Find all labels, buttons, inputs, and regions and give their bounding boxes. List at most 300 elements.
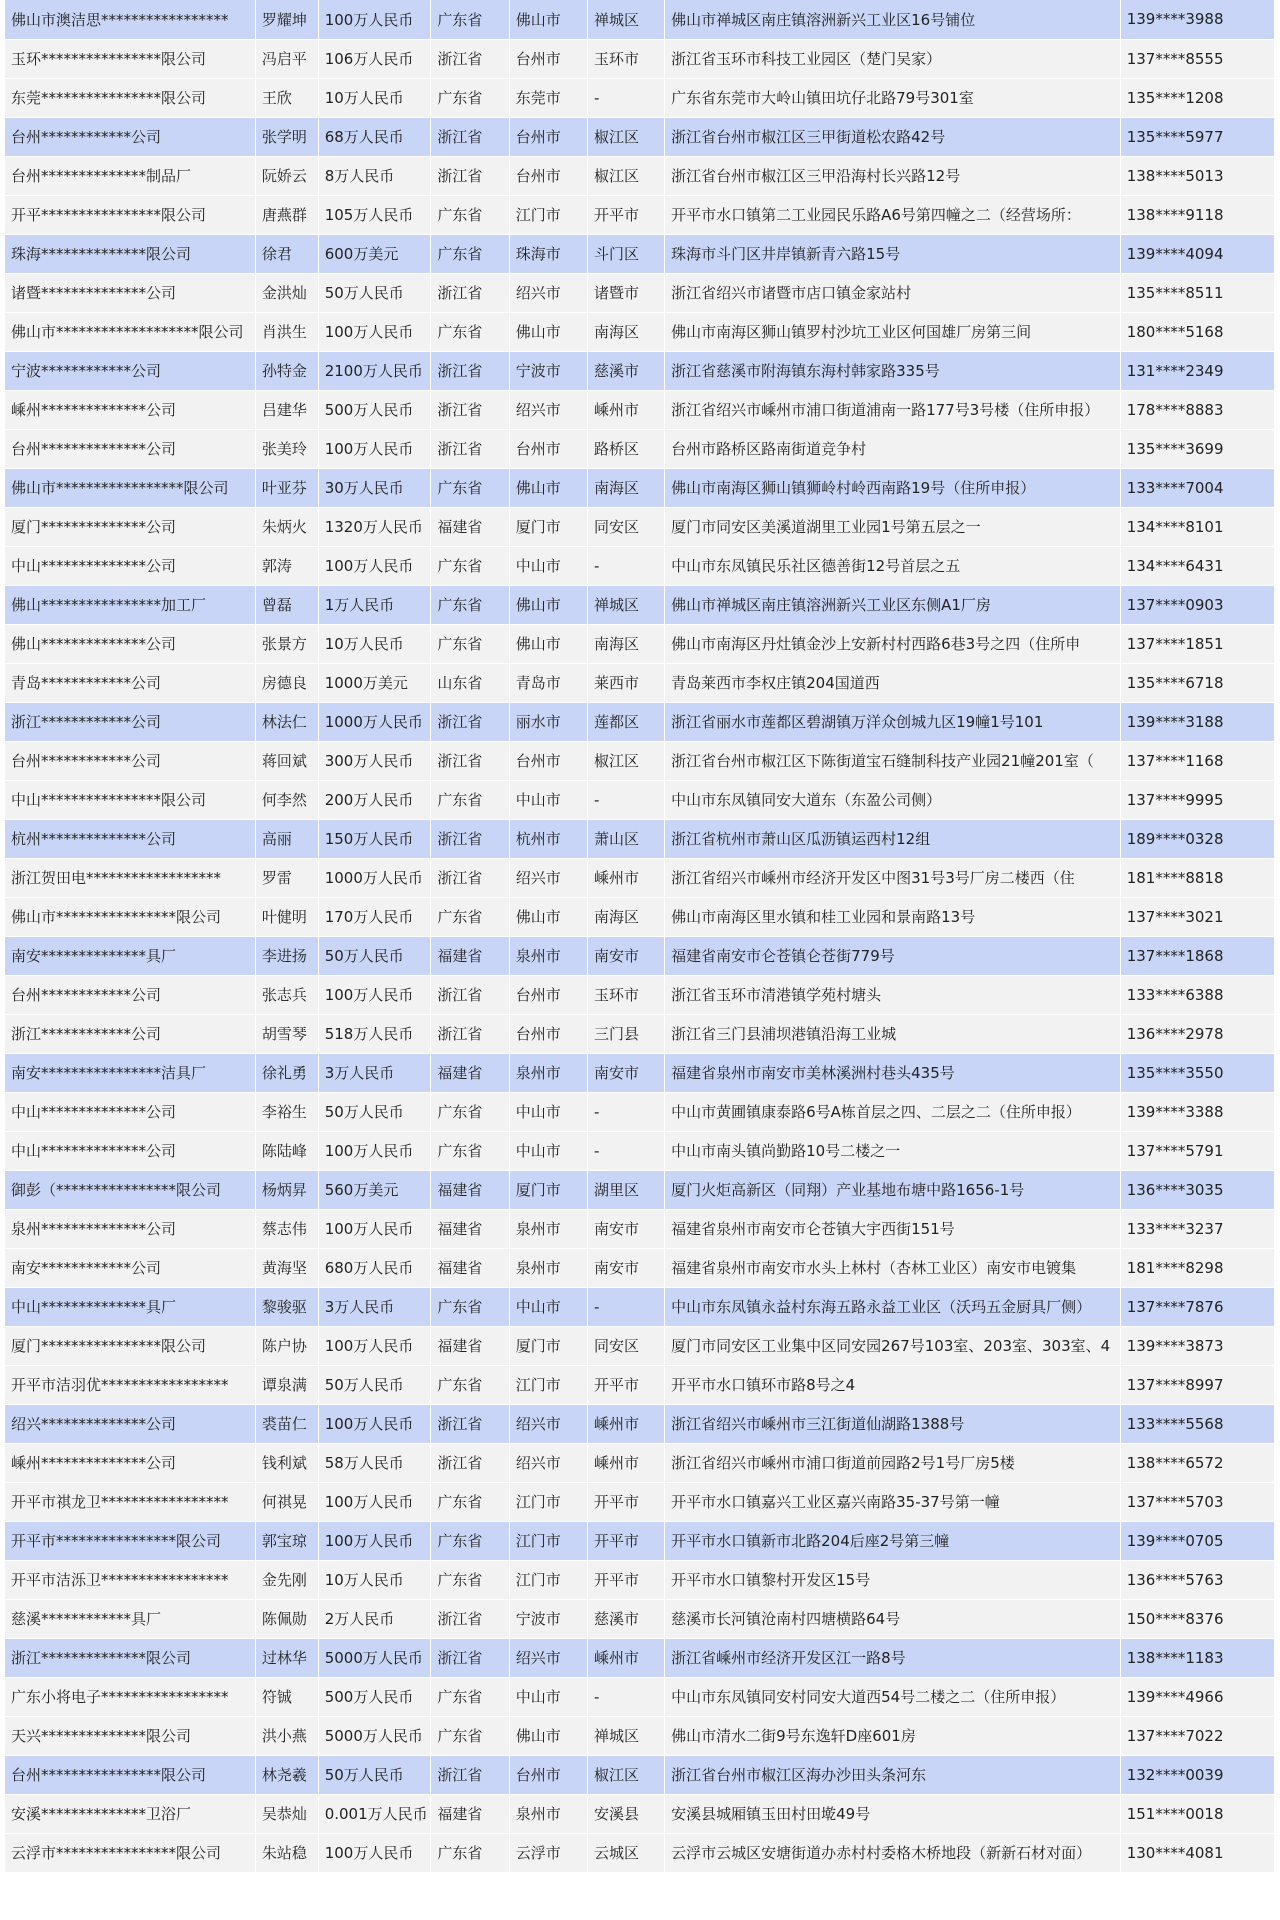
cell-district: 云城区 [588,1833,665,1872]
cell-person: 罗雷 [255,858,318,897]
cell-capital: 1000万美元 [318,663,431,702]
cell-phone: 137****5703 [1120,1482,1274,1521]
cell-person: 钱利斌 [255,1443,318,1482]
cell-district: 禅城区 [588,585,665,624]
cell-address: 青岛莱西市李权庄镇204国道西 [665,663,1121,702]
cell-phone: 137****7876 [1120,1287,1274,1326]
table-row [5,507,1275,546]
cell-person: 唐燕群 [255,195,318,234]
cell-person: 房德良 [255,663,318,702]
table-row [5,897,1275,936]
cell-company: 东莞****************限公司 [5,78,255,117]
cell-person: 张景方 [255,624,318,663]
cell-district: 开平市 [588,195,665,234]
cell-province: 浙江省 [431,1638,509,1677]
cell-city: 台州市 [509,156,587,195]
cell-district: 开平市 [588,1560,665,1599]
cell-district: 同安区 [588,1326,665,1365]
cell-address: 浙江省绍兴市诸暨市店口镇金家站村 [665,273,1121,312]
cell-company: 佛山市****************限公司 [5,897,255,936]
cell-city: 泉州市 [509,936,587,975]
cell-province: 福建省 [431,1170,509,1209]
table-row [5,1443,1275,1482]
cell-company: 珠海**************限公司 [5,234,255,273]
cell-address: 云浮市云城区安塘街道办赤村村委格木桥地段（新新石材对面） [665,1833,1121,1872]
cell-province: 广东省 [431,1131,509,1170]
cell-district: - [588,78,665,117]
cell-person: 李裕生 [255,1092,318,1131]
cell-province: 浙江省 [431,351,509,390]
cell-phone: 137****9995 [1120,780,1274,819]
cell-company: 御彭（****************限公司 [5,1170,255,1209]
company-records-table [5,0,1275,1873]
cell-company: 浙江贺田电****************** [5,858,255,897]
cell-company: 青岛************公司 [5,663,255,702]
cell-company: 佛山****************加工厂 [5,585,255,624]
cell-company: 浙江**************限公司 [5,1638,255,1677]
cell-phone: 133****6388 [1120,975,1274,1014]
cell-city: 泉州市 [509,1053,587,1092]
table-row [5,1677,1275,1716]
cell-city: 台州市 [509,429,587,468]
cell-capital: 680万人民币 [318,1248,431,1287]
table-row [5,1209,1275,1248]
cell-province: 福建省 [431,507,509,546]
cell-city: 丽水市 [509,702,587,741]
cell-phone: 181****8298 [1120,1248,1274,1287]
cell-province: 广东省 [431,1560,509,1599]
cell-phone: 136****5763 [1120,1560,1274,1599]
cell-capital: 30万人民币 [318,468,431,507]
cell-phone: 138****1183 [1120,1638,1274,1677]
cell-address: 福建省泉州市南安市美林溪洲村巷头435号 [665,1053,1121,1092]
cell-company: 天兴**************限公司 [5,1716,255,1755]
cell-phone: 137****8555 [1120,39,1274,78]
cell-company: 台州************公司 [5,741,255,780]
cell-district: 嵊州市 [588,390,665,429]
cell-capital: 50万人民币 [318,1755,431,1794]
cell-province: 广东省 [431,897,509,936]
cell-district: 莲都区 [588,702,665,741]
table-row [5,195,1275,234]
cell-district: 玉环市 [588,39,665,78]
cell-address: 福建省泉州市南安市水头上林村（杏林工业区）南安市电镀集 [665,1248,1121,1287]
cell-company: 慈溪************具厂 [5,1599,255,1638]
table-row [5,936,1275,975]
cell-person: 曾磊 [255,585,318,624]
table-row [5,546,1275,585]
cell-company: 佛山市*****************限公司 [5,468,255,507]
cell-phone: 137****1851 [1120,624,1274,663]
cell-city: 江门市 [509,195,587,234]
cell-phone: 137****1168 [1120,741,1274,780]
cell-province: 广东省 [431,1677,509,1716]
cell-phone: 151****0018 [1120,1794,1274,1833]
cell-address: 浙江省台州市椒江区三甲街道松农路42号 [665,117,1121,156]
cell-city: 青岛市 [509,663,587,702]
table-row [5,1755,1275,1794]
cell-phone: 139****0705 [1120,1521,1274,1560]
cell-address: 安溪县城厢镇玉田村田墘49号 [665,1794,1121,1833]
cell-city: 泉州市 [509,1248,587,1287]
cell-capital: 3万人民币 [318,1287,431,1326]
cell-person: 郭涛 [255,546,318,585]
cell-district: 萧山区 [588,819,665,858]
cell-capital: 50万人民币 [318,936,431,975]
cell-district: 湖里区 [588,1170,665,1209]
cell-phone: 133****7004 [1120,468,1274,507]
cell-person: 胡雪琴 [255,1014,318,1053]
cell-capital: 3万人民币 [318,1053,431,1092]
cell-city: 杭州市 [509,819,587,858]
cell-address: 福建省南安市仑苍镇仑苍街779号 [665,936,1121,975]
cell-capital: 58万人民币 [318,1443,431,1482]
cell-person: 裘苗仁 [255,1404,318,1443]
cell-province: 广东省 [431,585,509,624]
table-row [5,468,1275,507]
cell-capital: 1320万人民币 [318,507,431,546]
cell-person: 谭泉满 [255,1365,318,1404]
cell-city: 佛山市 [509,624,587,663]
cell-phone: 135****3550 [1120,1053,1274,1092]
cell-company: 中山**************公司 [5,1131,255,1170]
cell-district: 椒江区 [588,117,665,156]
table-row [5,429,1275,468]
cell-capital: 170万人民币 [318,897,431,936]
cell-person: 阮娇云 [255,156,318,195]
cell-person: 过林华 [255,1638,318,1677]
cell-district: 椒江区 [588,1755,665,1794]
cell-province: 浙江省 [431,819,509,858]
cell-phone: 138****9118 [1120,195,1274,234]
cell-province: 浙江省 [431,858,509,897]
cell-province: 浙江省 [431,429,509,468]
cell-district: 嵊州市 [588,1404,665,1443]
cell-city: 佛山市 [509,897,587,936]
cell-company: 浙江************公司 [5,1014,255,1053]
cell-company: 中山****************限公司 [5,780,255,819]
cell-person: 洪小燕 [255,1716,318,1755]
cell-address: 慈溪市长河镇沧南村四塘横路64号 [665,1599,1121,1638]
cell-phone: 139****3873 [1120,1326,1274,1365]
cell-district: 安溪县 [588,1794,665,1833]
cell-province: 广东省 [431,195,509,234]
cell-province: 福建省 [431,1053,509,1092]
table-row [5,1482,1275,1521]
cell-city: 中山市 [509,1287,587,1326]
cell-person: 吕建华 [255,390,318,429]
cell-person: 叶亚芬 [255,468,318,507]
cell-company: 台州************公司 [5,975,255,1014]
cell-province: 广东省 [431,1833,509,1872]
table-row [5,741,1275,780]
cell-city: 台州市 [509,39,587,78]
cell-phone: 137****5791 [1120,1131,1274,1170]
cell-phone: 133****3237 [1120,1209,1274,1248]
table-row [5,624,1275,663]
cell-province: 浙江省 [431,702,509,741]
cell-phone: 133****5568 [1120,1404,1274,1443]
cell-address: 开平市水口镇新市北路204后座2号第三幢 [665,1521,1121,1560]
cell-district: 慈溪市 [588,351,665,390]
cell-city: 台州市 [509,117,587,156]
cell-phone: 137****1868 [1120,936,1274,975]
cell-person: 黄海坚 [255,1248,318,1287]
cell-person: 金先刚 [255,1560,318,1599]
cell-city: 台州市 [509,1755,587,1794]
table-row [5,975,1275,1014]
cell-capital: 50万人民币 [318,273,431,312]
cell-province: 广东省 [431,1521,509,1560]
cell-city: 绍兴市 [509,1404,587,1443]
cell-capital: 100万人民币 [318,1131,431,1170]
cell-company: 开平市祺龙卫***************** [5,1482,255,1521]
cell-address: 佛山市禅城区南庄镇溶洲新兴工业区16号铺位 [665,0,1121,39]
cell-address: 浙江省绍兴市嵊州市三江街道仙湖路1388号 [665,1404,1121,1443]
cell-district: - [588,546,665,585]
cell-province: 浙江省 [431,273,509,312]
cell-company: 开平市****************限公司 [5,1521,255,1560]
cell-address: 浙江省绍兴市嵊州市浦口街道浦南一路177号3号楼（住所申报） [665,390,1121,429]
cell-person: 徐礼勇 [255,1053,318,1092]
table-row [5,819,1275,858]
cell-address: 佛山市南海区丹灶镇金沙上安新村村西路6巷3号之四（住所申 [665,624,1121,663]
cell-phone: 130****4081 [1120,1833,1274,1872]
cell-city: 中山市 [509,1677,587,1716]
cell-company: 南安**************具厂 [5,936,255,975]
cell-city: 佛山市 [509,585,587,624]
cell-company: 开平****************限公司 [5,195,255,234]
cell-city: 佛山市 [509,1716,587,1755]
cell-company: 宁波************公司 [5,351,255,390]
table-row [5,1833,1275,1872]
cell-person: 朱站稳 [255,1833,318,1872]
cell-person: 王欣 [255,78,318,117]
cell-district: 椒江区 [588,156,665,195]
cell-province: 浙江省 [431,741,509,780]
cell-address: 佛山市南海区狮山镇狮岭村岭西南路19号（住所申报） [665,468,1121,507]
cell-phone: 135****5977 [1120,117,1274,156]
cell-phone: 131****2349 [1120,351,1274,390]
cell-person: 叶健明 [255,897,318,936]
cell-province: 福建省 [431,936,509,975]
table-row [5,1404,1275,1443]
cell-person: 张学明 [255,117,318,156]
cell-province: 福建省 [431,1326,509,1365]
cell-district: 南安市 [588,1053,665,1092]
cell-district: 玉环市 [588,975,665,1014]
cell-capital: 500万人民币 [318,1677,431,1716]
cell-address: 佛山市南海区里水镇和桂工业园和景南路13号 [665,897,1121,936]
cell-district: 南海区 [588,897,665,936]
cell-phone: 181****8818 [1120,858,1274,897]
cell-phone: 135****3699 [1120,429,1274,468]
cell-company: 台州************公司 [5,117,255,156]
table-row [5,1287,1275,1326]
cell-address: 中山市东凤镇同安村同安大道西54号二楼之二（住所申报） [665,1677,1121,1716]
cell-person: 冯启平 [255,39,318,78]
cell-address: 浙江省嵊州市经济开发区江一路8号 [665,1638,1121,1677]
cell-province: 浙江省 [431,1755,509,1794]
cell-company: 杭州**************公司 [5,819,255,858]
cell-capital: 100万人民币 [318,429,431,468]
cell-address: 浙江省绍兴市嵊州市经济开发区中图31号3号厂房二楼西（住 [665,858,1121,897]
table-row [5,1716,1275,1755]
cell-person: 何祺晃 [255,1482,318,1521]
cell-company: 南安****************洁具厂 [5,1053,255,1092]
table-row [5,1560,1275,1599]
cell-phone: 136****2978 [1120,1014,1274,1053]
cell-company: 台州****************限公司 [5,1755,255,1794]
cell-capital: 200万人民币 [318,780,431,819]
cell-address: 开平市水口镇黎村开发区15号 [665,1560,1121,1599]
cell-city: 绍兴市 [509,273,587,312]
cell-company: 佛山市澳洁思***************** [5,0,255,39]
cell-province: 广东省 [431,312,509,351]
cell-capital: 100万人民币 [318,1326,431,1365]
cell-phone: 139****3188 [1120,702,1274,741]
table-row [5,0,1275,39]
cell-province: 浙江省 [431,1599,509,1638]
cell-district: 嵊州市 [588,1638,665,1677]
cell-phone: 135****8511 [1120,273,1274,312]
cell-company: 厦门****************限公司 [5,1326,255,1365]
cell-address: 浙江省玉环市科技工业园区（楚门吴家） [665,39,1121,78]
table-body [5,0,1275,1872]
table-row [5,1092,1275,1131]
cell-capital: 50万人民币 [318,1092,431,1131]
cell-city: 厦门市 [509,507,587,546]
cell-capital: 150万人民币 [318,819,431,858]
table-row [5,78,1275,117]
cell-phone: 134****6431 [1120,546,1274,585]
cell-province: 福建省 [431,1209,509,1248]
cell-address: 厦门市同安区美溪道湖里工业园1号第五层之一 [665,507,1121,546]
cell-province: 广东省 [431,468,509,507]
cell-city: 东莞市 [509,78,587,117]
cell-address: 开平市水口镇环市路8号之4 [665,1365,1121,1404]
cell-company: 开平市洁泺卫***************** [5,1560,255,1599]
cell-person: 张美玲 [255,429,318,468]
cell-city: 江门市 [509,1521,587,1560]
cell-district: 南海区 [588,624,665,663]
cell-city: 泉州市 [509,1209,587,1248]
cell-address: 台州市路桥区路南街道竞争村 [665,429,1121,468]
cell-person: 罗耀坤 [255,0,318,39]
cell-capital: 68万人民币 [318,117,431,156]
table-row [5,1248,1275,1287]
cell-phone: 135****6718 [1120,663,1274,702]
cell-capital: 1000万人民币 [318,702,431,741]
cell-city: 宁波市 [509,1599,587,1638]
cell-province: 浙江省 [431,1443,509,1482]
cell-district: 禅城区 [588,0,665,39]
cell-phone: 135****1208 [1120,78,1274,117]
cell-company: 诸暨**************公司 [5,273,255,312]
table-row [5,702,1275,741]
cell-person: 何李然 [255,780,318,819]
cell-address: 中山市东凤镇永益村东海五路永益工业区（沃玛五金厨具厂侧） [665,1287,1121,1326]
cell-capital: 106万人民币 [318,39,431,78]
cell-province: 浙江省 [431,39,509,78]
cell-address: 浙江省三门县浦坝港镇沿海工业城 [665,1014,1121,1053]
cell-district: 开平市 [588,1521,665,1560]
cell-capital: 0.001万人民币 [318,1794,431,1833]
cell-address: 广东省东莞市大岭山镇田坑仔北路79号301室 [665,78,1121,117]
cell-province: 广东省 [431,1482,509,1521]
cell-province: 福建省 [431,1248,509,1287]
cell-phone: 137****8997 [1120,1365,1274,1404]
cell-district: 南安市 [588,936,665,975]
cell-phone: 132****0039 [1120,1755,1274,1794]
cell-phone: 150****8376 [1120,1599,1274,1638]
cell-city: 绍兴市 [509,390,587,429]
cell-person: 张志兵 [255,975,318,1014]
cell-city: 江门市 [509,1365,587,1404]
cell-city: 绍兴市 [509,1638,587,1677]
cell-capital: 2万人民币 [318,1599,431,1638]
cell-person: 肖洪生 [255,312,318,351]
cell-company: 中山**************具厂 [5,1287,255,1326]
cell-capital: 100万人民币 [318,1404,431,1443]
cell-person: 林尧羲 [255,1755,318,1794]
cell-company: 玉环****************限公司 [5,39,255,78]
table-row [5,39,1275,78]
cell-address: 浙江省杭州市萧山区瓜沥镇运西村12组 [665,819,1121,858]
table-row [5,273,1275,312]
cell-province: 广东省 [431,1716,509,1755]
cell-city: 江门市 [509,1482,587,1521]
cell-district: 南安市 [588,1248,665,1287]
table-row [5,1365,1275,1404]
cell-company: 云浮市****************限公司 [5,1833,255,1872]
cell-company: 佛山**************公司 [5,624,255,663]
cell-company: 佛山市*******************限公司 [5,312,255,351]
cell-city: 台州市 [509,741,587,780]
cell-phone: 138****5013 [1120,156,1274,195]
cell-district: 椒江区 [588,741,665,780]
cell-person: 符铖 [255,1677,318,1716]
cell-company: 中山**************公司 [5,546,255,585]
cell-person: 黎骏驱 [255,1287,318,1326]
cell-province: 广东省 [431,78,509,117]
cell-city: 佛山市 [509,468,587,507]
cell-phone: 139****4966 [1120,1677,1274,1716]
cell-person: 陈陆峰 [255,1131,318,1170]
table-row [5,390,1275,429]
cell-district: 嵊州市 [588,858,665,897]
cell-district: 慈溪市 [588,1599,665,1638]
cell-address: 中山市黄圃镇康泰路6号A栋首层之四、二层之二（住所申报） [665,1092,1121,1131]
cell-province: 广东省 [431,546,509,585]
cell-phone: 137****0903 [1120,585,1274,624]
cell-district: 嵊州市 [588,1443,665,1482]
table-row [5,1131,1275,1170]
cell-address: 中山市东凤镇同安大道东（东盈公司侧） [665,780,1121,819]
cell-district: - [588,780,665,819]
cell-city: 泉州市 [509,1794,587,1833]
cell-capital: 5000万人民币 [318,1716,431,1755]
cell-province: 浙江省 [431,390,509,429]
table-row [5,1599,1275,1638]
cell-city: 台州市 [509,1014,587,1053]
cell-province: 广东省 [431,1365,509,1404]
cell-district: 南海区 [588,468,665,507]
cell-address: 福建省泉州市南安市仑苍镇大宇西街151号 [665,1209,1121,1248]
cell-capital: 10万人民币 [318,78,431,117]
cell-person: 杨炳昇 [255,1170,318,1209]
cell-capital: 100万人民币 [318,1833,431,1872]
